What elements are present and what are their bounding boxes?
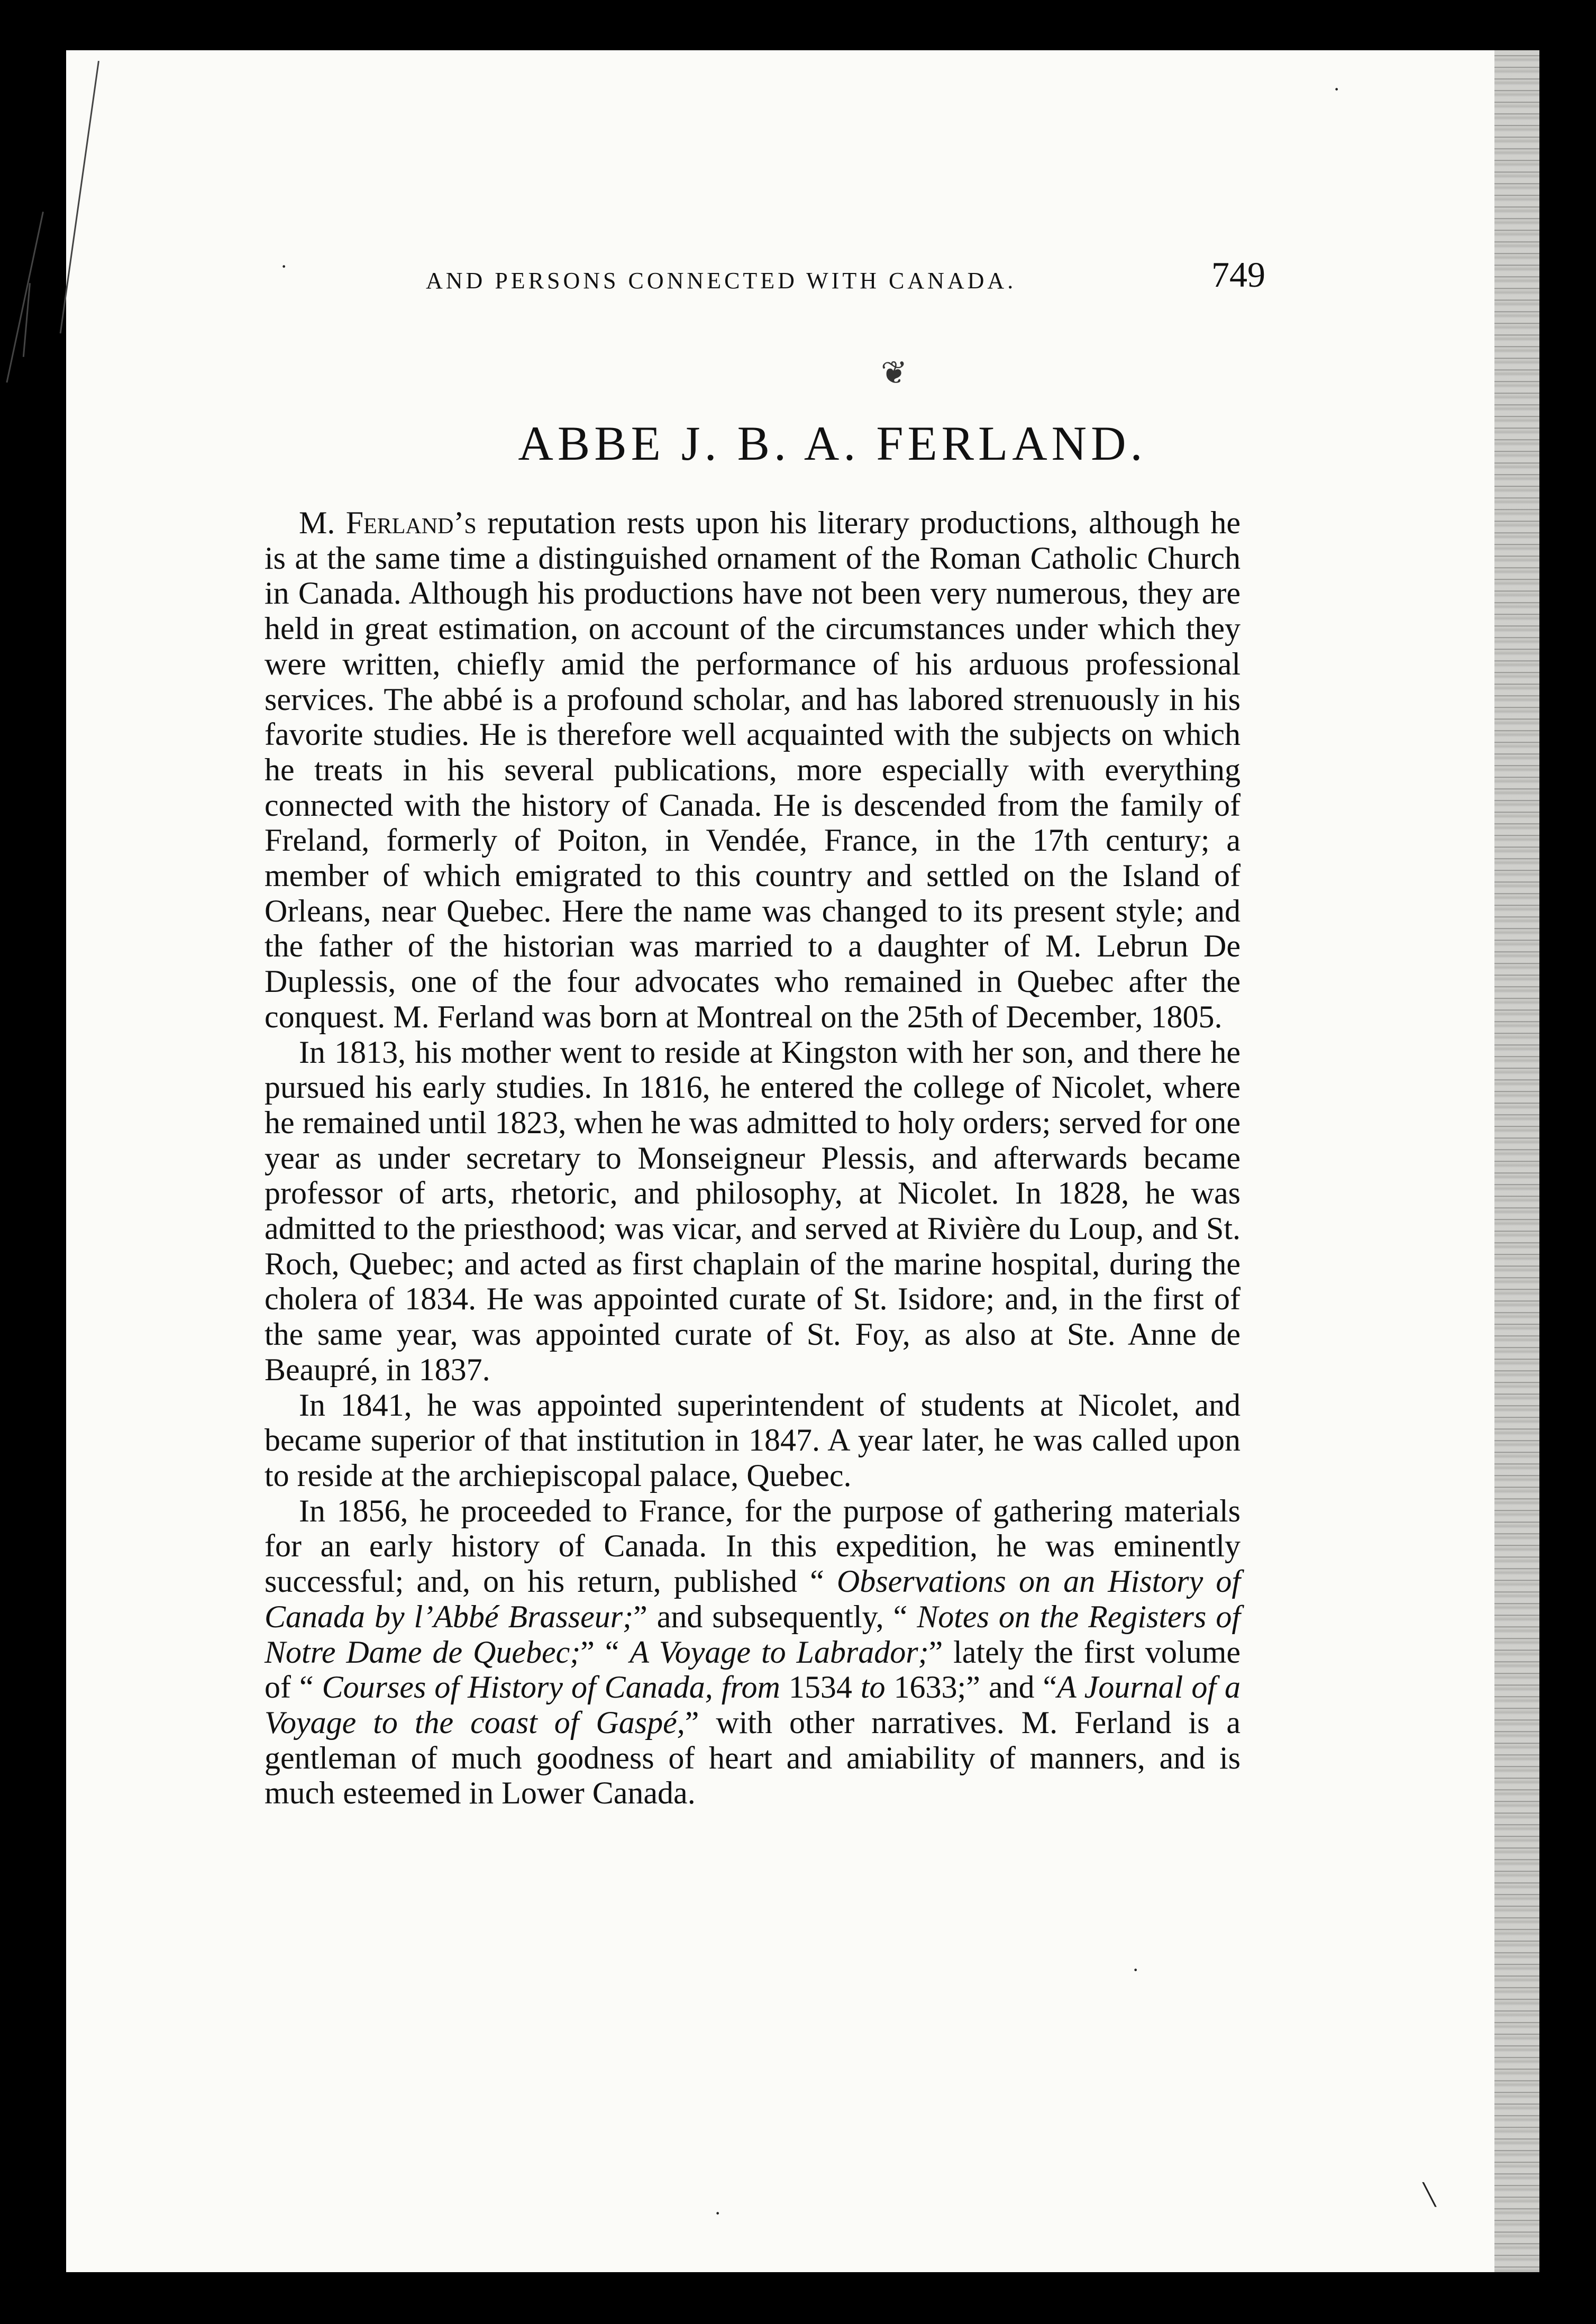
dropcap-text: M. [299, 505, 346, 540]
article-title: ABBE J. B. A. FERLAND. [518, 416, 1147, 470]
ink-speck: ╲ [1423, 2183, 1436, 2207]
page-number: 749 [1211, 254, 1265, 295]
paragraph-text: ” lately the first volume of “ [265, 1634, 1241, 1705]
work-title: A Voyage to Labrador; [630, 1634, 929, 1670]
ink-speck: · [1132, 1958, 1139, 1982]
work-title: to [860, 1670, 886, 1705]
paragraph-text: In 1856, he proceeded to France, for the purpose of gathering materials for an early history of Canada. In this expedition, he was eminently successful; and, on his return, published “ [265, 1493, 1241, 1599]
ornament-icon: ❦ [881, 356, 908, 390]
paragraph-text: 1633;” and “ [885, 1670, 1057, 1705]
paragraph [265, 505, 1241, 1035]
work-title: A Journal of a Voyage to the coast of Gaspé, [265, 1670, 1241, 1740]
paragraph: In 1813, his mother went to reside at Kingston with her son, and there he pursued his early studies. In 1816, he entered the college of Nicolet, where he remained until 1823, when he was admitted to holy orders; served for one year as under secretary to Monseigneur Plessis, and afterwards became professor of arts, rhetoric, and philosophy, at Nicolet. In 1828, he was admitted to the priesthood; was vicar, and served at Rivière du Loup, and St. Roch, Quebec; and acted as first chaplain of the marine hospital, during the cholera of 1834. He was appointed curate of St. Isidore; and, in the first of the same year, was appointed curate of St. Foy, as also at Ste. Anne de Beaupré, in 1837. [265, 1034, 1241, 1387]
paragraph [265, 1493, 1241, 1811]
paragraph-text: ” with other narratives. M. Ferland is a gentleman of much goodness of heart and amiability of manners, and is much esteemed in Lower Canada. [265, 1705, 1241, 1811]
paragraph-text: ” “ [580, 1634, 630, 1670]
ink-speck: · [1333, 77, 1340, 101]
work-title: Observations on an History of Canada by l’Abbé Brasseur; [265, 1564, 1241, 1634]
smallcaps-name: Ferland’s [345, 505, 477, 540]
work-title: Courses of History of Canada, from [322, 1670, 780, 1705]
margin-pencil-mark [6, 212, 44, 382]
ink-speck: · [714, 2201, 722, 2225]
running-head: AND PERSONS CONNECTED WITH CANADA. [426, 268, 1017, 294]
paragraph: In 1841, he was appointed superintendent of students at Nicolet, and became superior of that institution in 1847. A year later, he was called upon to reside at the archiepiscopal palace, Quebec. [265, 1387, 1241, 1493]
margin-pencil-mark [23, 283, 31, 357]
paragraph-text: ” and subsequently, “ [633, 1599, 917, 1634]
page-edge-shadow [1494, 50, 1539, 2272]
paragraph-text: reputation rests upon his literary productions, although he is at the same time a distinguished ornament of the Roman Catholic Church in Canada. Although his productions have not been very numerous, they are held in great estimation, on account of the circumstances under which they were written, chiefly amid the performance of his arduous professional services. The abbé is a profound scholar, and has labored strenuously in his favorite studies. He is therefore well acquainted with the subjects on which he treats in his several publications, more especially with everything connected with the history of Canada. He is descended from the family of Freland, formerly of Poiton, in Vendée, France, in the 17th century; a member of which emigrated to this country and settled on the Island of Orleans, near Quebec. Here the name was changed to its present style; and the father of the historian was married to a daughter of M. Lebrun De Duplessis, one of the four advocates who remained in Quebec after the conquest. M. Ferland was born at Montreal on the 25th of December, 1805. [265, 505, 1241, 1034]
work-title: Notes on the Registers of Notre Dame de Quebec; [265, 1599, 1241, 1670]
ink-speck: · [280, 254, 288, 278]
article-body [265, 505, 1241, 1811]
paragraph-text: 1534 [780, 1670, 861, 1705]
